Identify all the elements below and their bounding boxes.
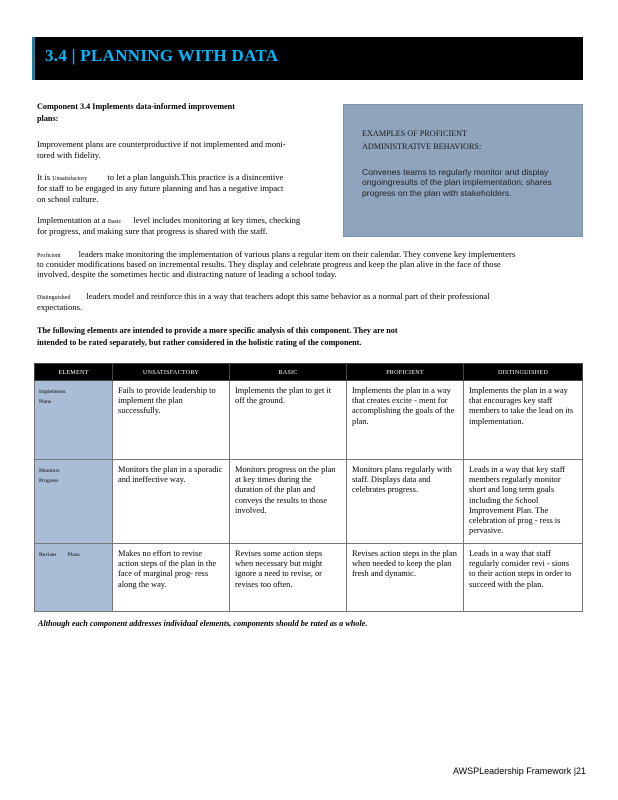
component-heading-line2: plans: <box>37 114 59 123</box>
paragraph-1-line2: tored with fidelity. <box>37 150 101 160</box>
rubric-cell: Monitors plans regularly with staff. Displays data and celebrates progress. <box>347 460 464 544</box>
elements-note-line2: intended to be rated separately, but rather considered in the holistic rating of the component. <box>37 338 362 347</box>
paragraph-2-line2: for staff to be engaged in any future planning and has a negative impact <box>37 183 284 193</box>
header-element: ELEMENT <box>35 364 113 381</box>
rubric-cell: Implements the plan in a way that creates excite - ment for accomplishing the goals of the plan. <box>347 381 464 460</box>
rubric-cell: Revises action steps in the plan when needed to keep the plan fresh and dynamic. <box>347 544 464 612</box>
section-title: 3.4 | PLANNING WITH DATA <box>45 46 279 65</box>
rating-note: Although each component addresses individual elements, components should be rated as a whole. <box>38 619 368 628</box>
paragraph-4-line2: to consider modifications based on incremental results. They display and celebrate progress and keep the plan alive in the face of those <box>37 259 501 269</box>
table-row <box>35 544 583 612</box>
rubric-cell: Leads in a way that key staff members regularly monitor short and long term goals including the School Improvement Plan. The celebration of prog - ress is pervasive. <box>464 460 583 544</box>
header-unsatisfactory: UNSATISFACTORY <box>113 364 230 381</box>
rubric-cell: Implements the plan to get it off the ground. <box>230 381 347 460</box>
term-unsatisfactory: Unsatisfactory <box>52 176 88 182</box>
term-basic: Basic <box>107 219 122 225</box>
rubric-cell: Monitors progress on the plan at key times during the duration of the plan and conveys the results to those involved. <box>230 460 347 544</box>
section-banner <box>32 37 583 80</box>
term-distinguished: Distinguished <box>37 295 71 301</box>
rubric-cell: Fails to provide leadership to implement the plan successfully. <box>113 381 230 460</box>
elements-note-line1: The following elements are intended to provide a more specific analysis of this component. They are not <box>37 326 398 335</box>
header-proficient: PROFICIENT <box>347 364 464 381</box>
table-row <box>35 381 583 460</box>
rubric-cell: Monitors the plan in a sporadic and ineffective way. <box>113 460 230 544</box>
element-cell: Implements Plans <box>35 381 113 460</box>
header-basic: BASIC <box>230 364 347 381</box>
rubric-cell: Implements the plan in a way that encourages key staff members to take the lead on its implementation. <box>464 381 583 460</box>
term-proficient: Proficient <box>37 253 61 259</box>
paragraph-5-line1: Distinguished leaders model and reinforce this in a way that teachers adopt this same behavior as a normal part of their professional <box>37 291 490 301</box>
paragraph-3-line2: for progress, and making sure that progress is shared with the staff. <box>37 226 268 236</box>
rubric-table <box>34 363 583 612</box>
paragraph-4-line3: involved, despite the sometimes hectic and distracting nature of leading a school today. <box>37 269 337 279</box>
rubric-cell: Makes no effort to revise action steps of the plan in the face of marginal prog- ress along the way. <box>113 544 230 612</box>
paragraph-2-line3: on school culture. <box>37 194 99 204</box>
paragraph-1-line1: Improvement plans are counterproductive if not implemented and moni- <box>37 139 286 149</box>
examples-box <box>343 104 583 237</box>
page-footer: AWSPLeadership Framework |21 <box>453 766 587 776</box>
paragraph-4-line1: Proficient leaders make monitoring the implementation of various plans a regular item on their calendar. They convene key implementers <box>37 249 516 259</box>
element-cell: Monitors Progress <box>35 460 113 544</box>
rubric-header-row <box>35 364 583 381</box>
examples-box-title: EXAMPLES OF PROFICIENT ADMINISTRATIVE BEHAVIORS: <box>362 129 482 151</box>
examples-box-text: Convenes teams to regularly monitor and display ongoingresults of the plan implementation; shares progress on the plan with stakeholders. <box>362 167 552 198</box>
table-row <box>35 460 583 544</box>
paragraph-2-line1: It is Unsatisfactory to let a plan languish.This practice is a disincentive <box>37 172 284 182</box>
header-distinguished: DISTINGUISHED <box>464 364 583 381</box>
rubric-cell: Leads in a way that staff regularly consider revi - sions to their action steps in order to succeed with the plan. <box>464 544 583 612</box>
component-heading-line1: Component 3.4 Implements data-informed improvement <box>37 102 235 111</box>
rubric-cell: Revises some action steps when necessary but might ignore a need to revise, or revises too often. <box>230 544 347 612</box>
element-cell: Revises Plans <box>35 544 113 612</box>
paragraph-5-line2: expectations. <box>37 302 83 312</box>
paragraph-3-line1: Implementation at a Basic level includes monitoring at key times, checking <box>37 215 301 225</box>
